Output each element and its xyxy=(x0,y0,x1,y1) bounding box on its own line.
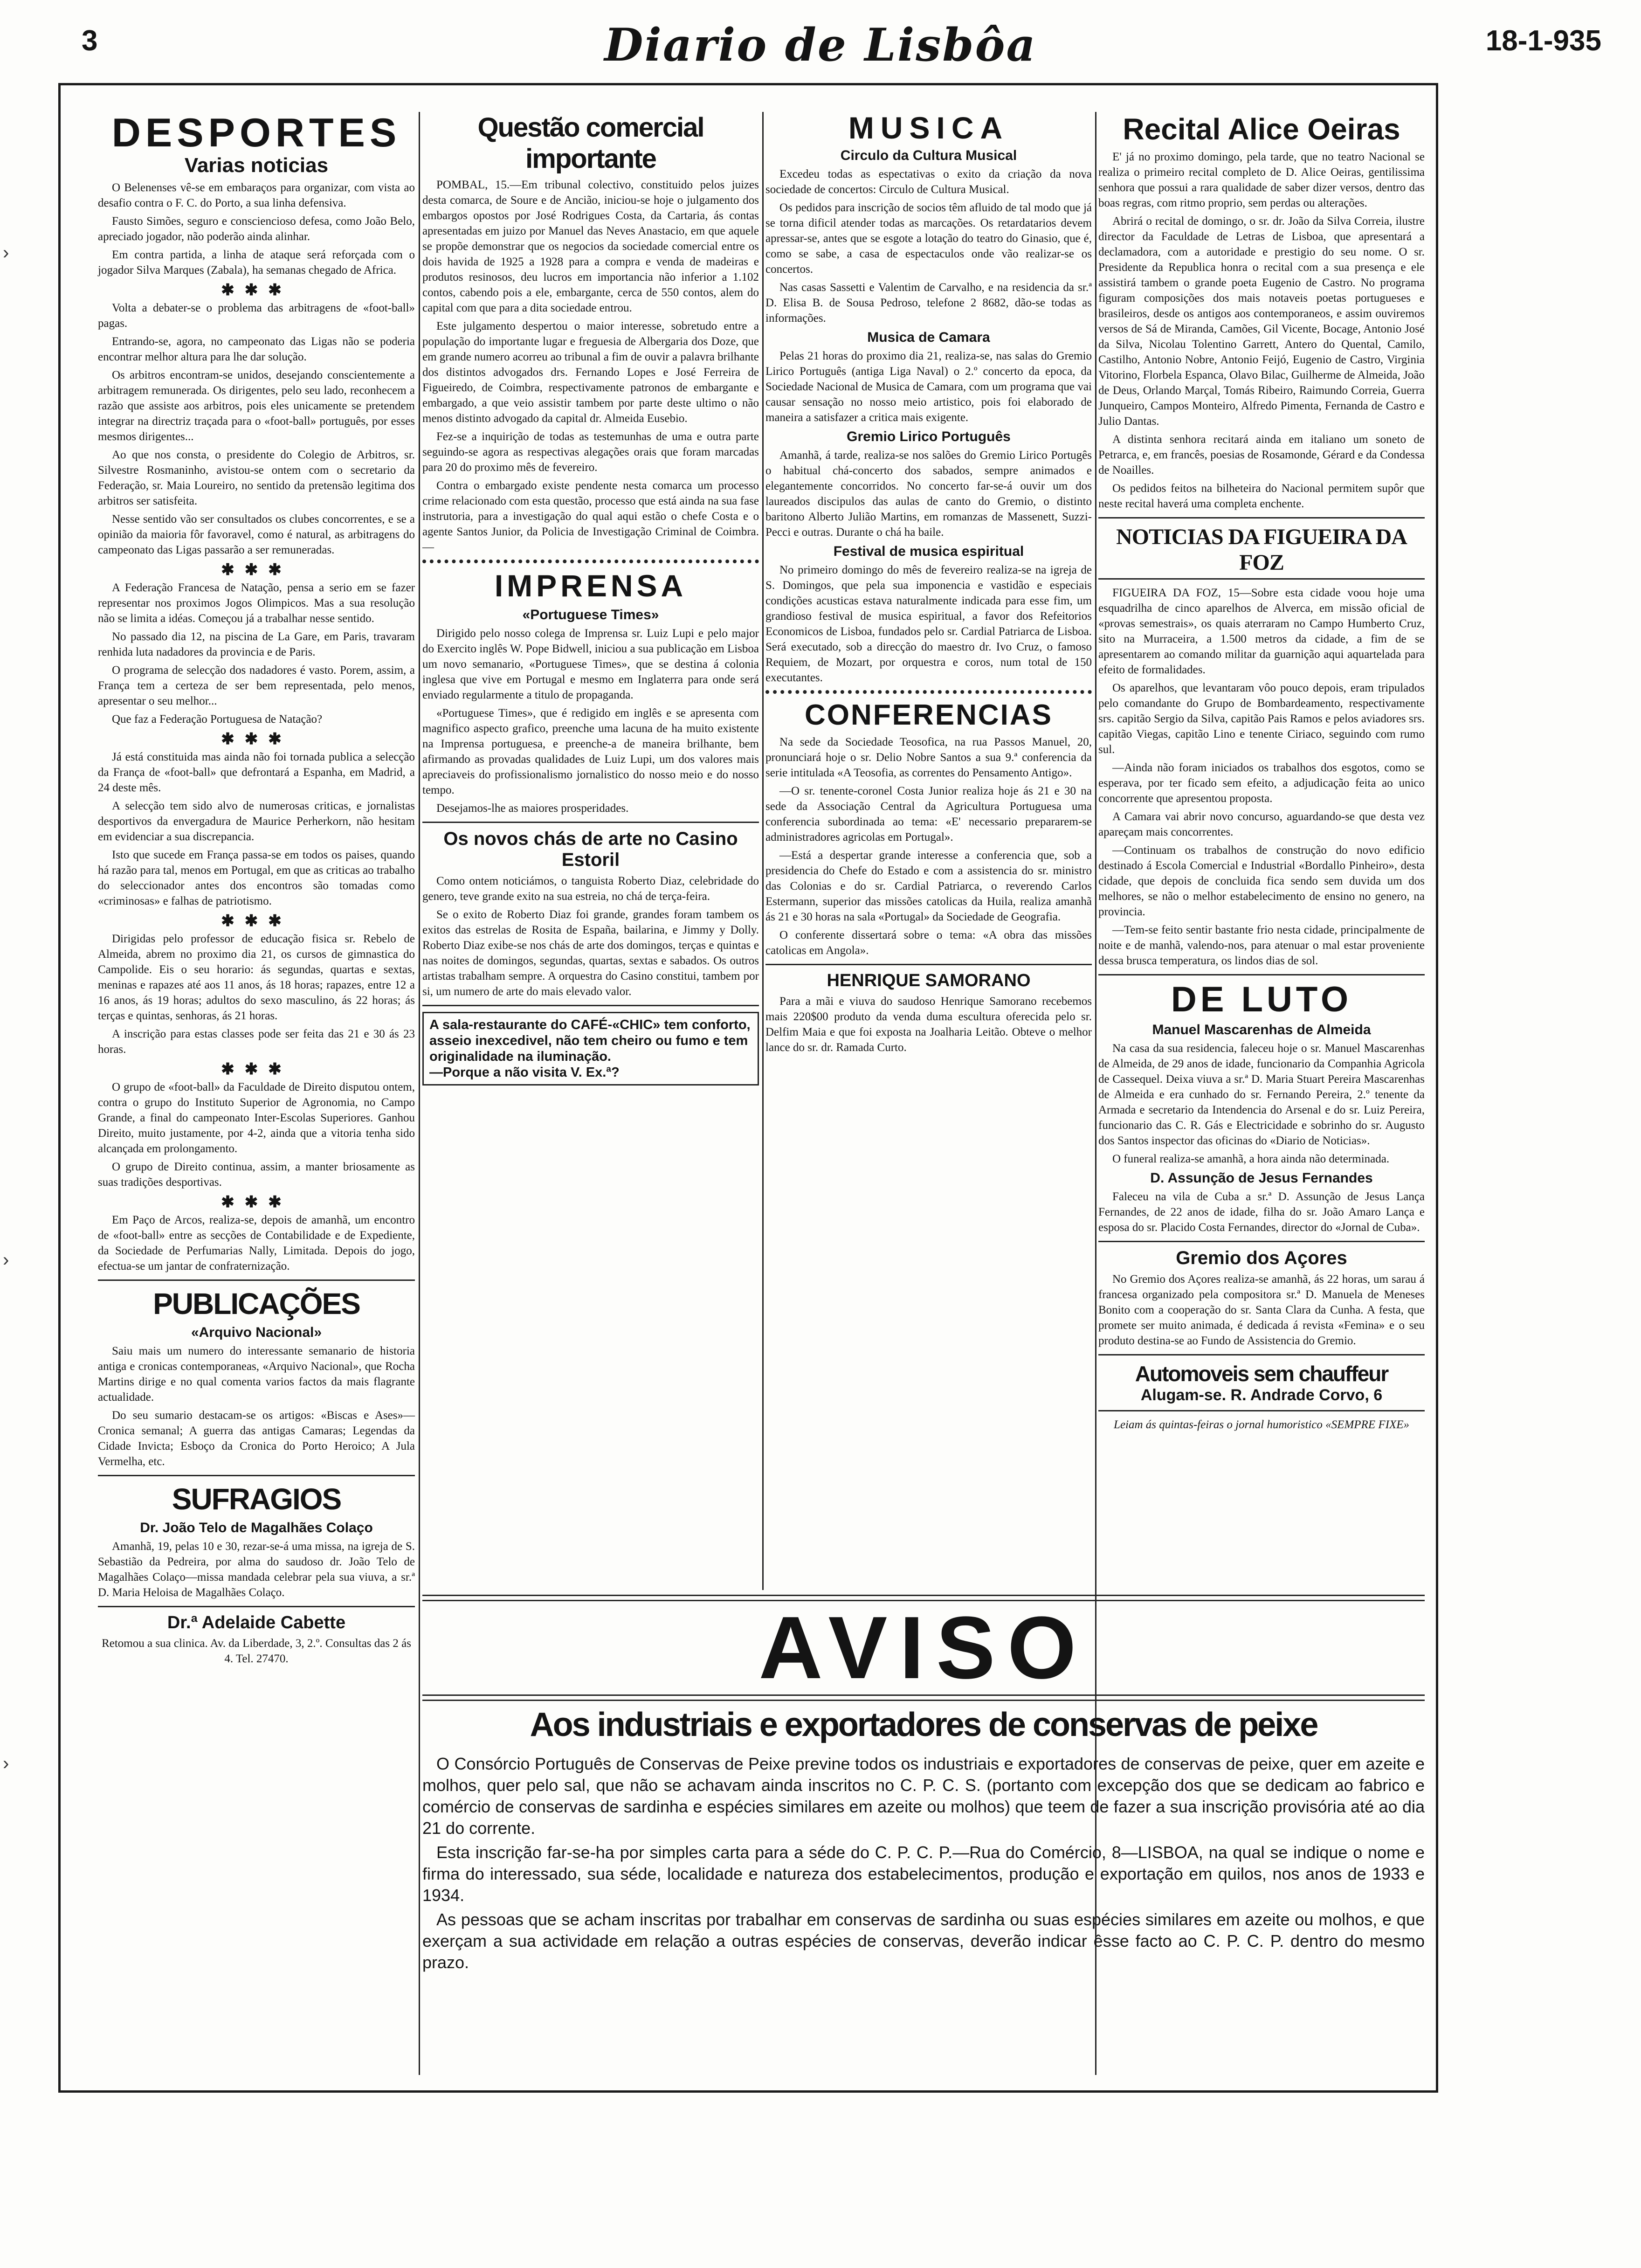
fold-mark: › xyxy=(3,1250,9,1270)
article-paragraph: Contra o embargado existe pendente nesta comarca um processo crime relacionado com esta questão, processo que está ainda na sua fase instrutoria, para a investigação do qual aqui estão o chefe Costa e o agente Santos Junior, da Policia de Investigação Criminal de Coimbra.— xyxy=(422,479,759,553)
article-paragraph: Abrirá o recital de domingo, o sr. dr. João da Silva Correia, ilustre director da Faculdade de Letras de Lisboa, que apresentará a declamadora, com a autoridade e prestigio do seu nome. O sr. Presidente da Republica honra o recital com a sua presença e ele assistirá tambem o grande poeta Eugenio de Castro. No programa figuram composições dos mais notaveis poetas portugueses e brasileiros, desde os antigos aos contemporaneos, e assim ouviremos versos de Sá de Miranda, Camões, Gil Vicente, Bocage, Antonio José da Silva, Nicolau Tolentino Garrett, Antero do Quental, Camilo, Castilho, Antonio Nobre, Antonio Feijó, Eugenio de Castro, Virginia Vitorino, Florbela Espanca, Olavo Bilac, Guilherme de Almeida, João de Deus, Orlando Marçal, Tomás Ribeiro, Raimundo Correia, Guerra Junqueiro, Campos Monteiro, Alfredo Pimenta, Fernanda de Castro e Julio Dantas. xyxy=(1098,215,1425,428)
section-divider xyxy=(98,1279,415,1281)
article-paragraph: Dirigidas pelo professor de educação fisica sr. Rebelo de Almeida, abrem no proximo dia 21, os cursos de gimnastica do Campolide. Eis o seu horario: ás segundas, quartas e sextas, meninas e rapazes até aos 11 anos, ás 18 horas; rapazes, entre 12 a 16 anos, ás 19 horas; adultos do sexo masculino, ás 22 horas; ás terças e quintas, senhoras, ás 21 horas. xyxy=(98,933,415,1023)
stars-divider: ✱✱✱ xyxy=(221,561,292,579)
aviso-headline: Aos industriais e exportadores de conservas de peixe xyxy=(530,1706,1317,1743)
article-paragraph: «Portuguese Times», que é redigido em inglês e se apresenta com magnifico aspecto grafico, preenche uma lacuna de ha muito existente na Imprensa portuguesa, e preenche-a de maneira brilhante, bem afirmando as provadas qualidades de Luiz Lupi, um dos valores mais apreciaveis do profissionalismo jornalistico do nosso meio e do nosso tempo. xyxy=(422,707,759,796)
section-subtitle: Dr. João Telo de Magalhães Colaço xyxy=(140,1520,373,1536)
article-paragraph: Como ontem noticiámos, o tanguista Roberto Diaz, celebridade do genero, teve grande exito na sua estreia, no chá de terça-feira. xyxy=(422,875,759,903)
ad-text: A sala-restaurante do CAFÉ-«CHIC» tem conforto, asseio inexcedivel, não tem cheiro ou fumo e tem originalidade na iluminação. xyxy=(429,1017,751,1064)
article-paragraph: Dirigido pelo nosso colega de Imprensa sr. Luiz Lupi e pelo major do Exercito inglês W. Pope Bidwell, iniciou a sua publicação em Lisboa um novo semanario, «Portuguese Times», que se destina á colonia inglesa que vive em Portugal e mesmo em Inglaterra para onde será enviado regularmente a titulo de propaganda. xyxy=(422,627,759,701)
section-divider xyxy=(1098,578,1425,580)
headline-acores: Gremio dos Açores xyxy=(1176,1247,1347,1268)
article-paragraph: FIGUEIRA DA FOZ, 15—Sobre esta cidade voou hoje uma esquadrilha de cinco aparelhos de Alverca, em missão oficial de «provas semestrais», os quais aterraram no Campo Humberto Cruz, sito na Murraceira, a 1.500 metros da cidade, a fim de se apresentarem ao comando militar da guarnição aqui aquartelada para efeito de formalidades. xyxy=(1098,587,1425,676)
article-paragraph: Os arbitros encontram-se unidos, desejando conscientemente a arbitragem remunerada. Os dirigentes, pelo seu lado, reconhecem a razão que assiste aos arbitros, pois eles unicamente se pretendem integrar na directriz traçada para o «foot-ball» português, por esses mesmos dirigentes... xyxy=(98,369,415,443)
stars-divider: ✱✱✱ xyxy=(221,731,292,748)
section-subtitle: Musica de Camara xyxy=(867,330,990,346)
page-number: 3 xyxy=(82,25,98,57)
section-divider xyxy=(1098,517,1425,519)
section-subtitle: D. Assunção de Jesus Fernandes xyxy=(1150,1170,1373,1186)
article-paragraph: Que faz a Federação Portuguesa de Natação? xyxy=(112,713,323,726)
article-paragraph: O conferente dissertará sobre o tema: «A obra das missões catolicas em Angola». xyxy=(765,929,1092,957)
article-paragraph: Desejamos-lhe as maiores prosperidades. xyxy=(436,802,629,815)
column-4 xyxy=(1098,112,1425,1435)
column-rule xyxy=(762,112,764,1590)
headline-samorano: HENRIQUE SAMORANO xyxy=(827,971,1031,991)
article-paragraph: Em Paço de Arcos, realiza-se, depois de amanhã, um encontro de «foot-ball» entre as secções de Contabilidade e de Expediente, da Sociedade de Perfumarias Nally, Limitada. Depois do jogo, efectua-se um jantar de confraternização. xyxy=(98,1214,415,1273)
section-title-luto: DE LUTO xyxy=(1171,980,1352,1019)
dotted-divider xyxy=(765,690,1092,694)
section-title-imprensa: IMPRENSA xyxy=(494,568,687,603)
headline-questao: Questão comercial importante xyxy=(477,112,704,174)
article-paragraph: Do seu sumario destacam-se os artigos: «Biscas e Ases»—Cronica semanal; A guerra das antigas Camaras; Legendas da Cidade Invicta; Esboço da Cronica do Porto Heroico; A Jula Vermelha, etc. xyxy=(98,1409,415,1468)
aviso-notice xyxy=(422,1595,1425,2084)
section-subtitle: «Portuguese Times» xyxy=(522,607,659,622)
section-divider xyxy=(1098,974,1425,975)
section-subtitle: Manuel Mascarenhas de Almeida xyxy=(1152,1022,1371,1037)
article-paragraph: O Belenenses vê-se em embaraços para organizar, com vista ao desafio contra o F. C. do Porto, a sua linha defensiva. xyxy=(98,181,415,210)
section-divider xyxy=(98,1606,415,1607)
article-paragraph: O funeral realiza-se amanhã, a hora ainda não determinada. xyxy=(1112,1152,1390,1165)
section-divider xyxy=(98,1475,415,1476)
column-2 xyxy=(422,112,759,1086)
section-title-sufragios: SUFRAGIOS xyxy=(172,1482,341,1516)
article-paragraph: Fausto Simões, seguro e consciencioso defesa, como João Belo, apreciado jogador, não poderão ainda alinhar. xyxy=(98,215,415,243)
automoveis-text: Alugam-se. R. Andrade Corvo, 6 xyxy=(1140,1386,1383,1404)
article-paragraph: Saiu mais um numero do interessante semanario de historia antiga e cronicas contemporaneas, «Arquivo Nacional», que Rocha Martins dirige e no qual comenta varios factos da mais flagrante actualidade. xyxy=(98,1345,415,1404)
section-divider xyxy=(765,964,1092,965)
section-title-publicacoes: PUBLICAÇÕES xyxy=(153,1287,360,1321)
article-paragraph: Faleceu na vila de Cuba a sr.ª D. Assunção de Jesus Lança Fernandes, de 22 anos de idade, filha do sr. João Amaro Lança e esposa do sr. Placido Costa Fernandes, director do «Jornal de Cuba». xyxy=(1098,1190,1425,1234)
newspaper-masthead: Diario de Lisbôa xyxy=(604,19,1037,71)
column-3 xyxy=(765,112,1092,1058)
article-paragraph: Volta a debater-se o problema das arbitragens de «foot-ball» pagas. xyxy=(98,302,415,330)
article-paragraph: Na casa da sua residencia, faleceu hoje o sr. Manuel Mascarenhas de Almeida, de 29 anos de idade, funcionario da Companhia Agricola de Cassequel. Deixa viuva a sr.ª D. Maria Stuart Pereira Mascarenhas de Almeida e era cunhado do sr. Fernando Pereira, 2.º tenente da Armada e secretario da Intendencia do Arsenal e do sr. Luiz Pereira, funcionario das C. R. Gás e Electricidade e sobrinho do sr. Augusto dos Santos inspector das oficinas do «Diario de Noticias». xyxy=(1098,1042,1425,1147)
article-paragraph: Isto que sucede em França passa-se em todos os paises, quando há razão para tal, menos em Portugal, em que as criticas ao trabalho do seleccionador antes dos encontros são tomadas como «criminosas» e falhas de patriotismo. xyxy=(98,849,415,908)
aviso-paragraph: As pessoas que se acham inscritas por trabalhar em conservas de sardinha ou suas espécies similares em azeite ou molhos, e que exerçam a sua actividade em relação a outras espécies de conservas, deverão indicar êsse facto ao C. P. C. P. dentro do mesmo prazo. xyxy=(422,1910,1425,1972)
article-paragraph: Amanhã, á tarde, realiza-se nos salões do Gremio Lirico Portugês o habitual chá-concerto dos sabados, sempre animados e elegantemente concorridos. No concerto far-se-á ouvir um dos laureados discipulos das aulas de canto do Gremio, o distinto baritono Alberto Julião Martins, em romanzas de Massenett, Suzzi-Pecci e outras. Durante o chá ha baile. xyxy=(765,449,1092,539)
article-paragraph: A distinta senhora recitará ainda em italiano um soneto de Petrarca, e, em francês, poesias de Rosamonde, Gérard e da Condessa de Noailles. xyxy=(1098,433,1425,477)
section-title-conferencias: CONFERENCIAS xyxy=(804,699,1053,732)
headline-figueira: NOTICIAS DA FIGUEIRA DA FOZ xyxy=(1116,525,1407,575)
article-paragraph: No Gremio dos Açores realiza-se amanhã, ás 22 horas, um sarau á francesa organizado pela compositora sr.ª D. Manuela de Meneses Bonito com a cooperação do sr. Santa Clara da Cunha. A festa, que promete ser muito animada, é dedicada á revista «Femina» e o seu produto destina-se ao Fundo de Assistencia do Gremio. xyxy=(1098,1272,1425,1347)
notice-text: Retomou a sua clinica. Av. da Liberdade, 3, 2.º. Consultas das 2 ás 4. Tel. 27470. xyxy=(102,1637,411,1666)
article-paragraph: E' já no proximo domingo, pela tarde, que no teatro Nacional se realiza o primeiro recital completo de D. Alice Oeiras, gentilissima senhora que possui a rara qualidade de saber dizer versos, dentro das boas regras, com ritmo proprio, sem perdas ou alterações. xyxy=(1098,151,1425,209)
aviso-title: AVISO xyxy=(758,1598,1089,1697)
article-paragraph: No primeiro domingo do mês de fevereiro realiza-se na igreja de S. Domingos, que pela sua imponencia e vastidão e especiais condições acusticas estava naturalmente indicada para esse fim, um grandioso festival de musica espiritual, a favor dos Refeitorios Economicos de Lisboa, fundados pelo sr. Cardial Patriarca de Lisboa. Será executado, sob a direcção do maestro dr. Ivo Cruz, o famoso Requiem, de Mozart, por orquestra e coros, num total de 150 executantes. xyxy=(765,564,1092,685)
article-paragraph: Nesse sentido vão ser consultados os clubes concorrentes, e se a opinião da maioria fôr favoravel, como é natural, as arbitragens do campeonato das Ligas passarão a ser remuneradas. xyxy=(98,513,415,557)
notice-title: Dr.ª Adelaide Cabette xyxy=(167,1613,346,1633)
article-paragraph: Os aparelhos, que levantaram vôo pouco depois, eram tripulados pelo comandante do Grupo de Bombardeamento, respectivamente srs. capitão Sergio da Silva, capitão Pais Ramos e pelos aviadores srs. capitão Viegas, capitão Lino e tenente Ciriaco, seguindo com rumo sul. xyxy=(1098,682,1425,756)
section-title-desportes: DESPORTES xyxy=(111,111,401,155)
article-paragraph: Nas casas Sassetti e Valentim de Carvalho, e na residencia da sr.ª D. Elisa B. de Sousa Pedroso, telefone 2 8682, dão-se todas as informações. xyxy=(765,281,1092,325)
article-paragraph: O grupo de «foot-ball» da Faculdade de Direito disputou ontem, contra o grupo do Instituto Superior de Agronomia, no Campo Grande, a final do campeonato Inter-Escolas Superiores. Ganhou Direito, muito justamente, por 4-2, ainda que a vitoria tenha sido alcançada em prolongamento. xyxy=(98,1081,415,1155)
article-paragraph: A Federação Francesa de Natação, pensa a serio em se fazer representar nos proximos Jogos Olimpicos. Mas a sua resolução não se limita a idéas. Começou já a trabalhar nesse sentido. xyxy=(98,581,415,625)
article-paragraph: Pelas 21 horas do proximo dia 21, realiza-se, nas salas do Gremio Lirico Português (antiga Liga Naval) o 2.º concerto da epoca, da Sociedade Nacional de Musica de Camara, com um programa que vai causar sensação no nosso meio artistico, pois foi elaborado de maneira a satisfazer a critica mais exigente. xyxy=(765,350,1092,424)
article-paragraph: —Tem-se feito sentir bastante frio nesta cidade, principalmente de noite e de manhã, valendo-nos, para atenuar o mal estar proveniente dessa brusca temperatura, os lindos dias de sol. xyxy=(1098,924,1425,967)
article-paragraph: Ao que nos consta, o presidente do Colegio de Arbitros, sr. Silvestre Rosmaninho, avistou-se ontem com o secretario da Federação, sr. Maia Loureiro, no sentido da pretensão legitima dos arbitros ser satisfeita. xyxy=(98,449,415,508)
article-paragraph: Se o exito de Roberto Diaz foi grande, grandes foram tambem os exitos das estrelas de Rosita de España, bailarina, e Jimmy y Dolly. Roberto Diaz exibe-se nos chás de arte dos domingos, terças e quintas e nas noites de domingos, segundas, quartas, sextas e sabados. Os outros artistas trabalham sempre. A orquestra do Casino constitui, tambem por si, um numero de arte do mais elevado valor. xyxy=(422,908,759,998)
stars-divider: ✱✱✱ xyxy=(221,913,292,930)
dotted-divider xyxy=(422,560,759,563)
article-paragraph: Excedeu todas as espectativas o exito da criação da nova sociedade de concertos: Circulo de Cultura Musical. xyxy=(765,168,1092,196)
article-paragraph: A Camara vai abrir novo concurso, aguardando-se que desta vez apareçam mais concorrentes. xyxy=(1098,810,1425,838)
aviso-paragraph: O Consórcio Português de Conservas de Peixe previne todos os industriais e exportadores de conservas de peixe, quer em azeite e molhos, quer pelo sal, que não se achavam ainda inscritos no C. P. C. S. (portanto com excepção dos que se dedicam ao fabrico e comércio de conservas de sardinha e espécies similares em azeite ou molhos) que teem de fazer a sua inscrição provisória até ao dia 21 do corrente. xyxy=(422,1754,1425,1838)
article-paragraph: A inscrição para estas classes pode ser feita das 21 e 30 ás 23 horas. xyxy=(98,1028,415,1056)
column-desportes xyxy=(98,112,415,1669)
article-paragraph: A selecção tem sido alvo de numerosas criticas, e jornalistas desportivos da envergadura de Maurice Perherkorn, não hesitam em evidenciar a sua discrepancia. xyxy=(98,800,415,844)
article-paragraph: POMBAL, 15.—Em tribunal colectivo, constituido pelos juizes desta comarca, de Soure e de Ancião, iniciou-se hoje o julgamento dos embargos opostos por José Rodrigues Costa, da Cartaria, ás contas apresentadas em juizo por Manuel das Neves Anastacio, em que aquele se propõe demonstrar que os negocios da sociedade comercial entre os dois havida de 1925 a 1928 para a compra e venda de madeiras e produtos resinosos, deu lucros em importancia não inferior a 1.102 contos, cabendo pois a ele, embargante, cerca de 550 contos, alem do capital com que para a dita sociedade entrou. xyxy=(422,179,759,314)
section-divider xyxy=(1098,1241,1425,1242)
article-paragraph: Na sede da Sociedade Teosofica, na rua Passos Manuel, 20, pronunciará hoje o sr. Delio Nobre Santos a sua 9.ª conferencia da serie intitulada «A Teosofia, as correntes do Pensamento Antigo». xyxy=(765,736,1092,780)
article-paragraph: —Está a despertar grande interesse a conferencia que, sob a presidencia do Chefe do Estado e com a assistencia do sr. ministro das Colonias e do sr. Cardial Patriarca, o reverendo Carlos Estermann, superior das missões catolicas da Huila, realiza amanhã ás 21 e 30 horas na sala «Portugal» da Sociedade de Geografia. xyxy=(765,849,1092,924)
article-paragraph: No passado dia 12, na piscina de La Gare, em Paris, travaram renhida luta nadadores da provincia e de Paris. xyxy=(98,630,415,659)
article-paragraph: Em contra partida, a linha de ataque será reforçada com o jogador Silva Marques (Zabala), ha semanas chegado de Africa. xyxy=(98,249,415,277)
article-paragraph: Os pedidos feitos na bilheteira do Nacional permitem supôr que neste recital haverá uma completa enchente. xyxy=(1098,482,1425,510)
stars-divider: ✱✱✱ xyxy=(221,282,292,299)
cafe-chic-ad xyxy=(422,1012,759,1086)
section-divider xyxy=(422,822,759,823)
section-title-musica: MUSICA xyxy=(848,111,1009,145)
column-rule xyxy=(419,112,420,2075)
article-paragraph: Os pedidos para inscrição de socios têm afluido de tal modo que já se torna dificil atender todas as marcações. Os retardatarios devem apressar-se, antes que se esgote a lotação do teatro do Ginasio, que é, como se sabe, a casa de espectaculos onde vão realizar-se os concertos. xyxy=(765,201,1092,276)
stars-divider: ✱✱✱ xyxy=(221,1194,292,1211)
aviso-paragraph: Esta inscrição far-se-ha por simples carta para a séde do C. P. C. P.—Rua do Comércio, 8—LISBOA, na qual se indique o nome e firma do interessado, sua séde, localidade e natureza dos estabelecimentos, produção e exportação em quilos, nos anos de 1933 e 1934. xyxy=(422,1843,1425,1905)
automoveis-title: Automoveis sem chauffeur xyxy=(1135,1361,1388,1386)
stars-divider: ✱✱✱ xyxy=(221,1061,292,1079)
section-divider xyxy=(422,1005,759,1006)
article-paragraph: Já está constituida mas ainda não foi tornada publica a selecção da França de «foot-ball» que defrontará a Espanha, em Madrid, a 24 deste mês. xyxy=(98,751,415,795)
article-paragraph: —O sr. tenente-coronel Costa Junior realiza hoje ás 21 e 30 na sede da Associação Central da Agricultura Portuguesa uma conferencia subordinada ao tema: «E' necessario prepararem-se administradores agricolas em Portugal». xyxy=(765,785,1092,844)
article-paragraph: —Continuam os trabalhos de construção do novo edificio destinado á Escola Comercial e Industrial «Bordallo Pinheiro», desta cidade, que depois de concluida fica sendo sem duvida um dos melhores, se não o melhor estabelecimento de ensino no genero, na provincia. xyxy=(1098,844,1425,918)
sempre-fixe-notice: Leiam ás quintas-feiras o jornal humoristico «SEMPRE FIXE» xyxy=(1114,1418,1409,1431)
section-subtitle: Festival de musica espiritual xyxy=(833,544,1024,560)
article-paragraph: Amanhã, 19, pelas 10 e 30, rezar-se-á uma missa, na igreja de S. Sebastião da Pedreira, por alma do saudoso dr. João Telo de Magalhães Colaço—missa mandada celebrar pela sua viuva, a sr.ª D. Maria Heloisa de Magalhães Colaço. xyxy=(98,1540,415,1599)
article-paragraph: Para a mãi e viuva do saudoso Henrique Samorano recebemos mais 220$00 produto da venda duma escultura oferecida pelo sr. Delfim Maia e que foi exposta na Joalharia Leitão. Obteve o melhor lance do sr. dr. Ramada Curto. xyxy=(765,995,1092,1054)
headline-recital: Recital Alice Oeiras xyxy=(1123,112,1400,146)
article-paragraph: Fez-se a inquirição de todas as testemunhas de uma e outra parte seguindo-se agora as respectivas alegações orais que foram marcadas para 20 do proximo mês de fevereiro. xyxy=(422,430,759,474)
article-paragraph: O programa de selecção dos nadadores é vasto. Porem, assim, a França tem a certeza de ser bem representada, pelo menos, apresentar o seu melhor... xyxy=(98,664,415,708)
article-paragraph: O grupo de Direito continua, assim, a manter briosamente as suas tradições desportivas. xyxy=(98,1161,415,1189)
headline-chas: Os novos chás de arte no Casino Estoril xyxy=(443,829,738,870)
section-subtitle: Varias noticias xyxy=(184,154,329,177)
issue-date: 18-1-935 xyxy=(1485,25,1601,57)
section-divider xyxy=(1098,1410,1425,1411)
section-divider xyxy=(1098,1354,1425,1355)
ad-tagline: —Porque a não visita V. Ex.ª? xyxy=(429,1065,620,1080)
fold-mark: › xyxy=(3,1753,9,1774)
fold-mark: › xyxy=(3,242,9,263)
article-paragraph: Entrando-se, agora, no campeonato das Ligas não se poderia encontrar melhor altura para lhe dar solução. xyxy=(98,335,415,364)
section-subtitle: Circulo da Cultura Musical xyxy=(840,148,1017,164)
section-subtitle: Gremio Lirico Português xyxy=(847,429,1011,445)
article-paragraph: —Ainda não foram iniciados os trabalhos dos esgotos, como se esperava, por ter ficado sem efeito, a adjudicação feita ao unico concorrente que apresentou proposta. xyxy=(1098,761,1425,805)
article-paragraph: Este julgamento despertou o maior interesse, sobretudo entre a população do importante lugar e freguesia de Albergaria dos Doze, que em grande numero acorreu ao tribunal a fim de ouvir a palavra brilhante dos distintos advogados drs. Fernando Lopes e José Ferreira de Figueiredo, de Coimbra, respectivamente patronos de embargante e embargado, a que veio assistir tambem por parte deste ultimo o não menos distinto advogado da capital dr. Almeida Eusebio. xyxy=(422,320,759,425)
section-subtitle: «Arquivo Nacional» xyxy=(191,1325,322,1341)
